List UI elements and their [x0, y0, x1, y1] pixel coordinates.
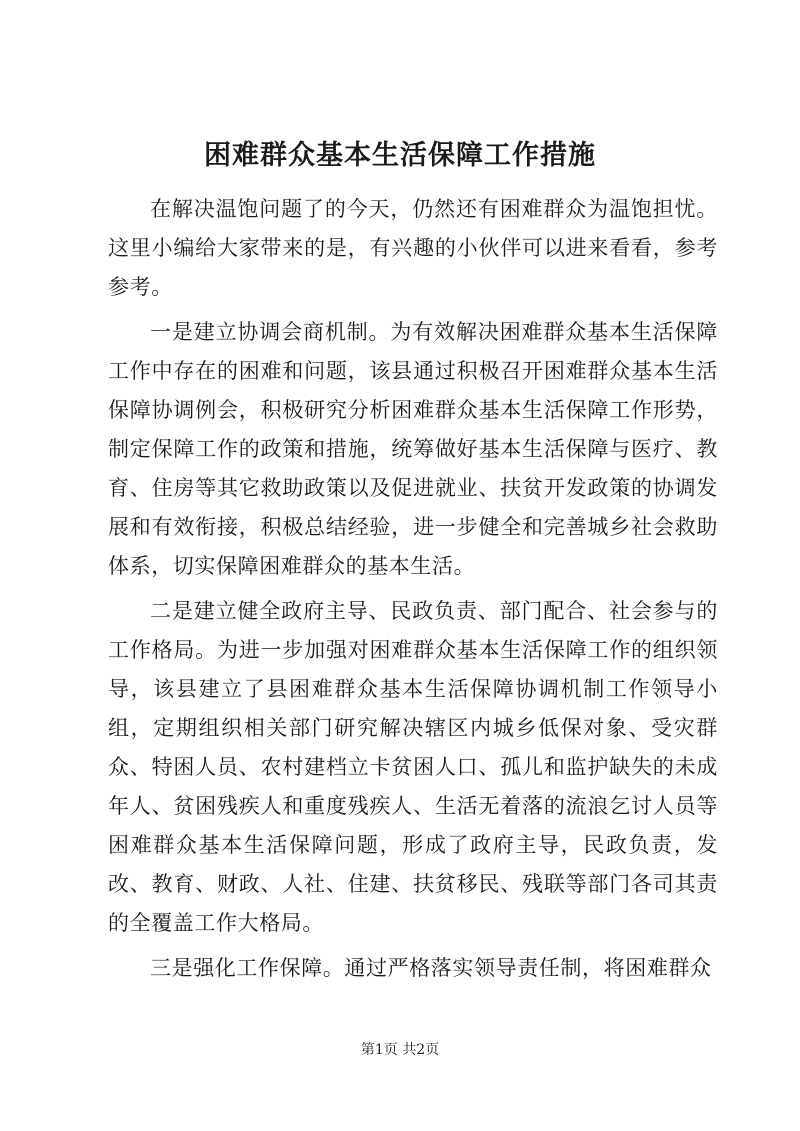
paragraph-measure-2: 二是建立健全政府主导、民政负责、部门配合、社会参与的工作格局。为进一步加强对困难群众基本生活保障工作的组织领导，该县建立了县困难群众基本生活保障协调机制工作领导小组，定期组织相关部门研究解决辖区内城乡低保对象、受灾群众、特困人员、农村建档立卡贫困人口、孤儿和监护缺失的未成年人、贫困残疾人和重度残疾人、生活无着落的流浪乞讨人员等困难群众基本生活保障问题，形成了政府主导，民政负责，发改、教育、财政、人社、住建、扶贫移民、残联等部门各司其责的全覆盖工作大格局。 — [108, 599, 718, 935]
paragraph-measure-3: 三是强化工作保障。通过严格落实领导责任制，将困难群众 — [150, 956, 712, 980]
document-title: 困难群众基本生活保障工作措施 — [204, 140, 596, 171]
paragraph-intro: 在解决温饱问题了的今天，仍然还有困难群众为温饱担忧。这里小编给大家带来的是，有兴趣的小伙伴可以进来看看，参考参考。 — [108, 197, 718, 299]
paragraph-measure-1: 一是建立协调会商机制。为有效解决困难群众基本生活保障工作中存在的困难和问题，该县通过积极召开困难群众基本生活保障协调例会，积极研究分析困难群众基本生活保障工作形势，制定保障工作的政策和措施，统筹做好基本生活保障与医疗、教育、住房等其它救助政策以及促进就业、扶贫开发政策的协调发展和有效衔接，积极总结经验，进一步健全和完善城乡社会救助体系，切实保障困难群众的基本生活。 — [108, 320, 718, 578]
page-number-footer: 第1页 共2页 — [360, 1042, 440, 1058]
document-body — [108, 190, 718, 994]
